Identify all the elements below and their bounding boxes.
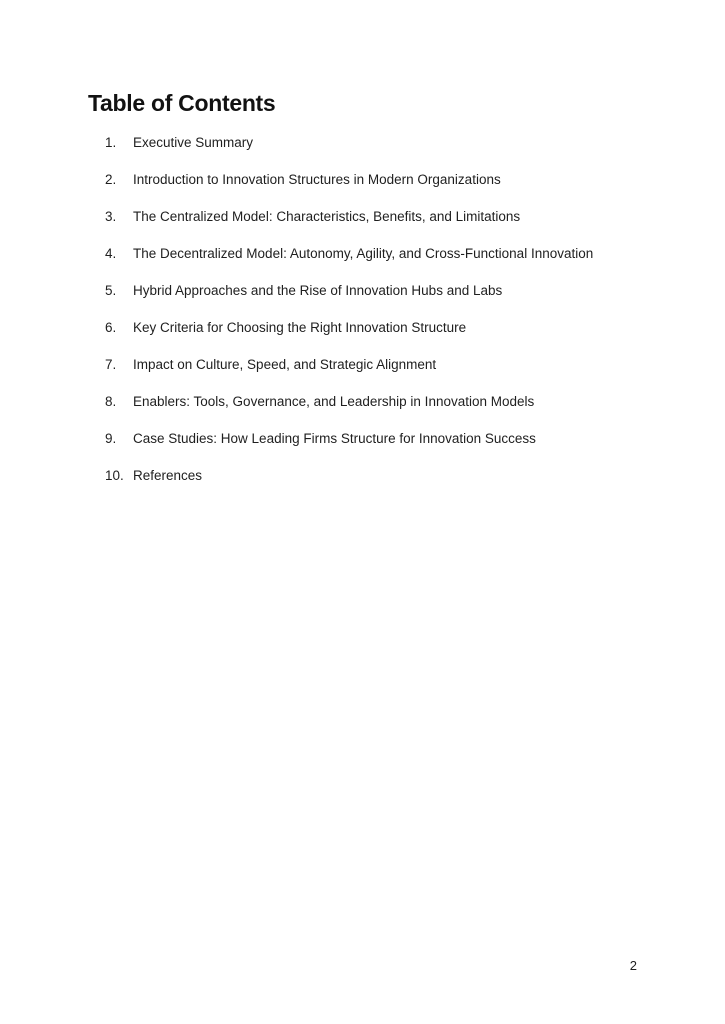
toc-item (88, 171, 637, 188)
toc-item (88, 356, 637, 373)
toc-item-number: 6. (105, 320, 117, 335)
toc-item-number: 8. (105, 394, 117, 409)
toc-item (88, 430, 637, 447)
toc-item-label: Executive Summary (133, 135, 254, 150)
toc-item-label: The Centralized Model: Characteristics, Benefits, and Limitations (133, 209, 521, 224)
toc-item-number: 5. (105, 283, 117, 298)
page-number: 2 (629, 958, 637, 973)
toc-item-label: Key Criteria for Choosing the Right Innovation Structure (133, 320, 467, 335)
toc-item-number: 9. (105, 431, 117, 446)
toc-item (88, 467, 637, 484)
toc-item-number: 7. (105, 357, 117, 372)
toc-item-number: 10. (105, 468, 124, 483)
toc-item (88, 245, 637, 262)
toc-list (88, 134, 637, 484)
toc-item-number: 2. (105, 172, 117, 187)
toc-item-label: Hybrid Approaches and the Rise of Innovation Hubs and Labs (133, 283, 503, 298)
toc-item-number: 4. (105, 246, 117, 261)
toc-item-label: The Decentralized Model: Autonomy, Agility, and Cross-Functional Innovation (133, 246, 594, 261)
toc-item (88, 134, 637, 151)
page-title: Table of Contents (88, 90, 276, 116)
toc-item-label: Enablers: Tools, Governance, and Leadership in Innovation Models (133, 394, 535, 409)
page-content (0, 0, 725, 484)
toc-item-number: 1. (105, 135, 117, 150)
toc-item-label: Impact on Culture, Speed, and Strategic Alignment (133, 357, 437, 372)
toc-item (88, 319, 637, 336)
toc-item-label: Introduction to Innovation Structures in Modern Organizations (133, 172, 501, 187)
toc-item-number: 3. (105, 209, 117, 224)
toc-item (88, 393, 637, 410)
toc-item (88, 282, 637, 299)
toc-item (88, 208, 637, 225)
toc-item-label: References (133, 468, 203, 483)
toc-item-label: Case Studies: How Leading Firms Structure for Innovation Success (133, 431, 536, 446)
